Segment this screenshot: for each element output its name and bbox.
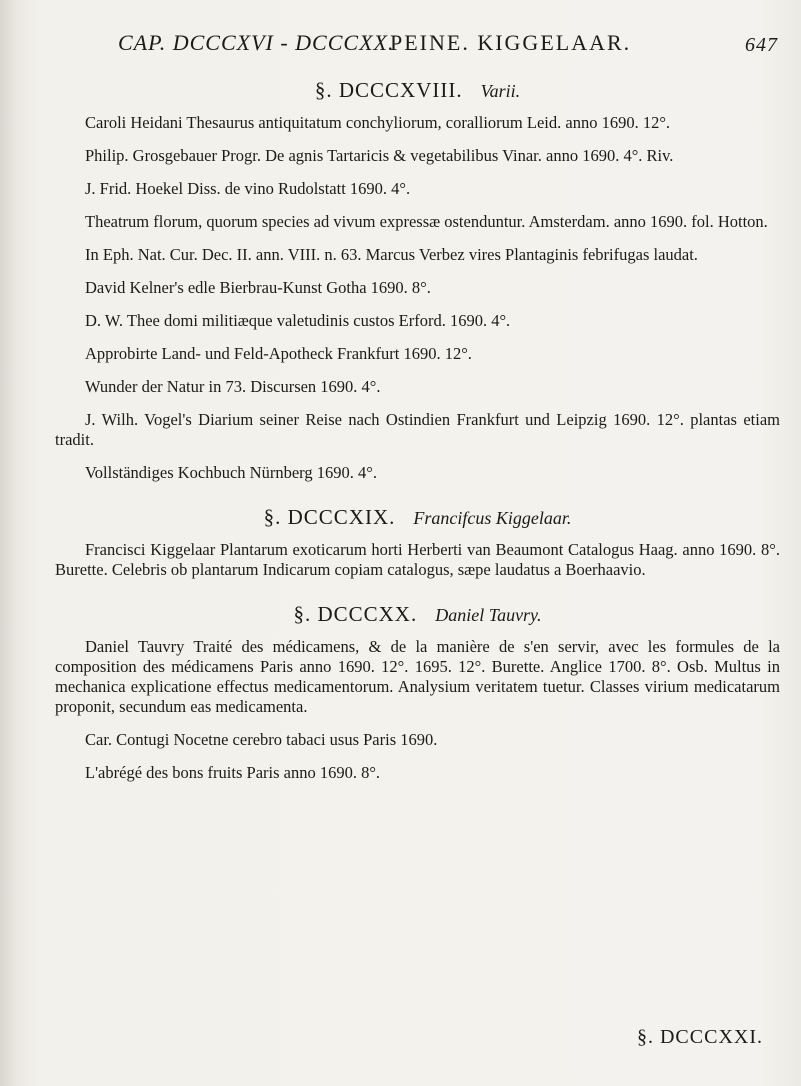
bibliography-entry: Caroli Heidani Thesaurus antiquitatum conchyliorum, coralliorum Leid. anno 1690. 12°.: [85, 113, 671, 132]
section-number: §. DCCCXIX.: [263, 505, 396, 529]
bibliography-entry: J. Wilh. Vogel's Diarium seiner Reise nach Ostindien Frankfurt und Leipzig 1690. 12°. plantas etiam tradit.: [55, 410, 780, 449]
bibliography-entry: Car. Contugi Nocetne cerebro tabaci usus Paris 1690.: [85, 730, 438, 749]
page-title: PEINE. KIGGELAAR.: [390, 30, 632, 55]
bibliography-entry: Wunder der Natur in 73. Discursen 1690. 4°.: [85, 377, 381, 396]
section-author: Daniel Tauvry.: [435, 605, 542, 625]
bibliography-entry: Vollständiges Kochbuch Nürnberg 1690. 4°.: [85, 463, 377, 482]
section-heading: [55, 602, 780, 627]
section-number: §. DCCCXVIII.: [314, 78, 463, 102]
page-body: [55, 78, 780, 796]
bibliography-entry: Francisci Kiggelaar Plantarum exoticarum horti Herberti van Beaumont Catalogus Haag. anno 1690. 8°. Burette. Celebris ob plantarum Indicarum copiam catalogus, sæpe laudatus a Boerhaavio.: [55, 540, 780, 579]
bibliography-entry: D. W. Thee domi militiæque valetudinis custos Erford. 1690. 4°.: [85, 311, 511, 330]
bibliography-entry: L'abrégé des bons fruits Paris anno 1690. 8°.: [85, 763, 381, 782]
page-number: 647: [745, 34, 778, 56]
catchword: §. DCCCXXI.: [636, 1026, 763, 1048]
bibliography-entry: In Eph. Nat. Cur. Dec. II. ann. VIII. n. 63. Marcus Verbez vires Plantaginis febrifugas laudat.: [85, 245, 698, 264]
section-heading: [55, 505, 780, 530]
section-author: Francifcus Kiggelaar.: [413, 508, 572, 528]
section-number: §. DCCCXX.: [293, 602, 418, 626]
bibliography-entry: Daniel Tauvry Traité des médicamens, & de la manière de s'en servir, avec les formules de la composition des médicamens Paris anno 1690. 12°. 1695. 12°. Burette. Anglice 1700. 8°. Osb. Multus in mechanica explicatione effectus medicamentorum. Analysium veritatem tuetur. Classes virium medicatarum proponit, secundum eas medicamenta.: [55, 637, 780, 716]
bibliography-entry: David Kelner's edle Bierbrau-Kunst Gotha 1690. 8°.: [85, 278, 431, 297]
section-heading: [55, 78, 780, 103]
running-header: [118, 30, 778, 62]
bibliography-entry: J. Frid. Hoekel Diss. de vino Rudolstatt 1690. 4°.: [85, 179, 411, 198]
section-author: Varii.: [480, 81, 521, 101]
chapter-heading: CAP. DCCCXVI - DCCCXX.: [118, 30, 395, 55]
bibliography-entry: Philip. Grosgebauer Progr. De agnis Tartaricis & vegetabilibus Vinar. anno 1690. 4°. Riv.: [85, 146, 674, 165]
bibliography-entry: Approbirte Land- und Feld-Apotheck Frankfurt 1690. 12°.: [85, 344, 472, 363]
bibliography-entry: Theatrum florum, quorum species ad vivum expressæ ostenduntur. Amsterdam. anno 1690. fol. Hotton.: [85, 212, 768, 231]
